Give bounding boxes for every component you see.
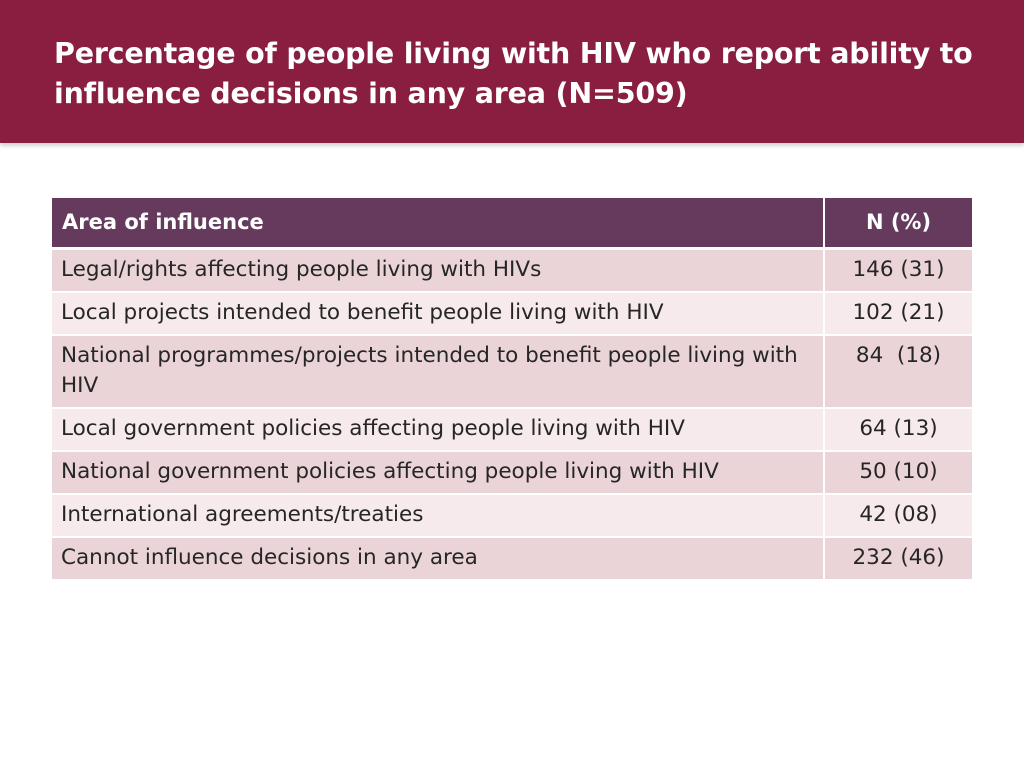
column-header-area: Area of influence bbox=[52, 198, 824, 248]
area-cell: Local projects intended to benefit people living with HIV bbox=[52, 292, 824, 335]
count-cell: 84 (18) bbox=[824, 335, 972, 408]
table-row bbox=[52, 292, 972, 335]
table-row bbox=[52, 248, 972, 292]
count-cell: 64 (13) bbox=[824, 408, 972, 451]
count-cell: 102 (21) bbox=[824, 292, 972, 335]
area-cell: International agreements/treaties bbox=[52, 494, 824, 537]
table-row bbox=[52, 537, 972, 580]
count-cell: 42 (08) bbox=[824, 494, 972, 537]
table-row bbox=[52, 494, 972, 537]
table-row bbox=[52, 451, 972, 494]
area-cell: National government policies affecting people living with HIV bbox=[52, 451, 824, 494]
count-cell: 50 (10) bbox=[824, 451, 972, 494]
area-cell: National programmes/projects intended to benefit people living with HIV bbox=[52, 335, 824, 408]
slide-title: Percentage of people living with HIV who report ability to influence decisions in any area (N=509) bbox=[54, 37, 973, 110]
title-bar bbox=[0, 0, 1024, 143]
table-row bbox=[52, 335, 972, 408]
table-row bbox=[52, 408, 972, 451]
area-cell: Cannot influence decisions in any area bbox=[52, 537, 824, 580]
area-cell: Legal/rights affecting people living with HIVs bbox=[52, 248, 824, 292]
table-header-row bbox=[52, 198, 972, 248]
count-cell: 146 (31) bbox=[824, 248, 972, 292]
column-header-count: N (%) bbox=[824, 198, 972, 248]
influence-table bbox=[52, 198, 972, 581]
count-cell: 232 (46) bbox=[824, 537, 972, 580]
area-cell: Local government policies affecting people living with HIV bbox=[52, 408, 824, 451]
